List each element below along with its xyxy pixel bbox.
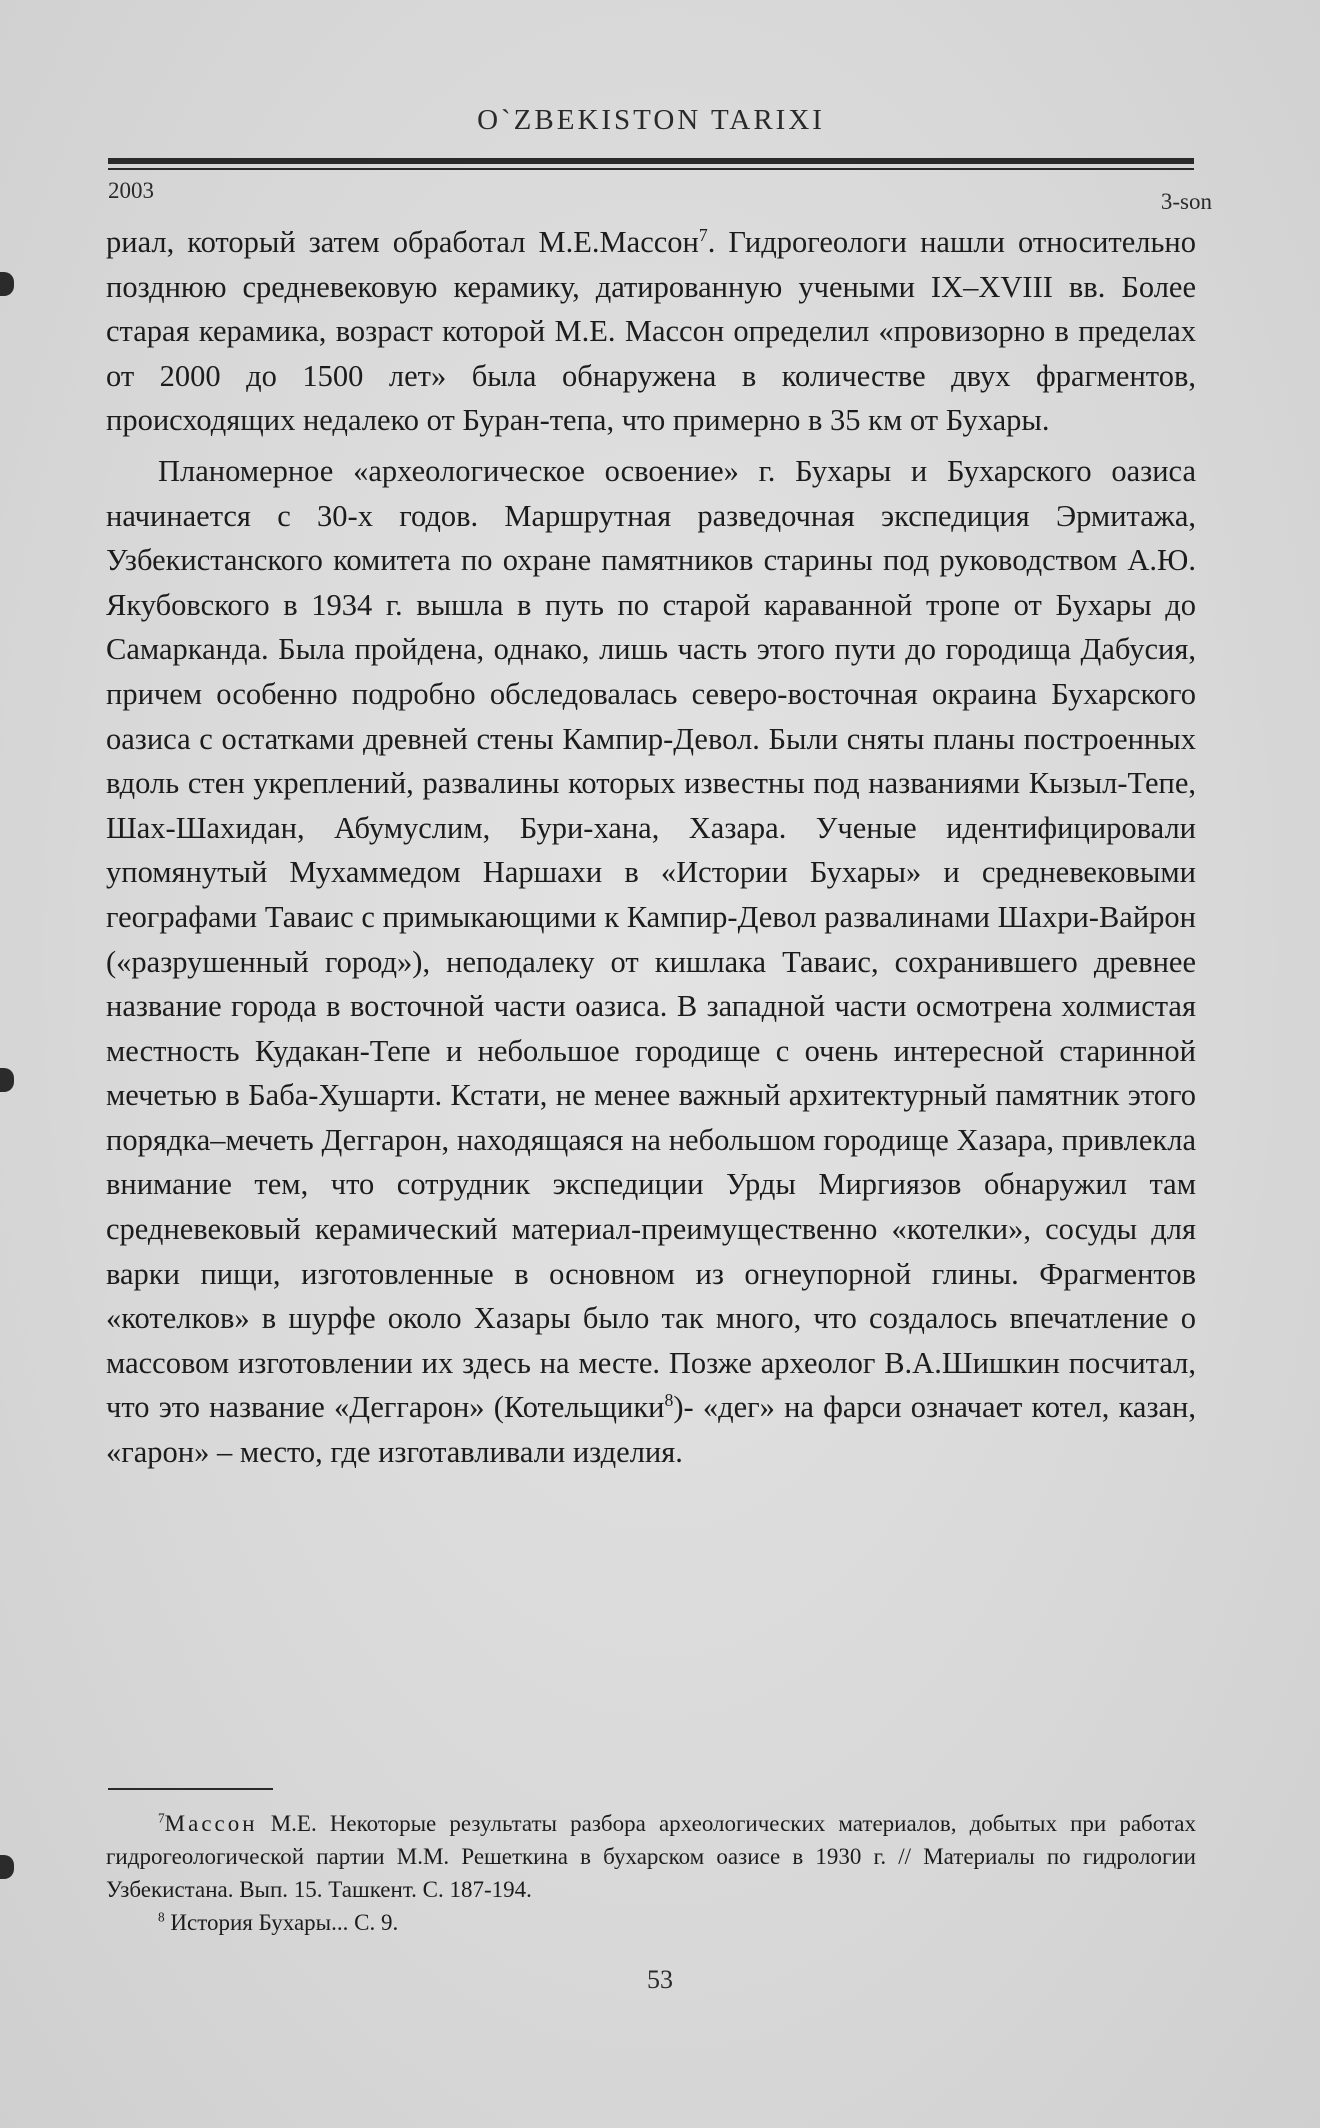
footnote-separator bbox=[108, 1788, 273, 1790]
journal-title: O`ZBEKISTON TARIXI bbox=[477, 104, 825, 136]
footnote-ref: 8 bbox=[664, 1390, 674, 1411]
binder-hole-mark bbox=[0, 1068, 14, 1092]
footnotes bbox=[106, 1807, 1196, 1939]
binder-hole-mark bbox=[0, 1855, 14, 1879]
page-number: 53 bbox=[647, 1965, 673, 1994]
footnote-ref: 7 bbox=[698, 224, 708, 245]
paragraph-text: Планомерное «археологическое освоение» г. Бухары и Бухарского оазиса начинается с 30-х годов. Маршрутная разведочная экспедиция Эрмитажа, Узбекистанского комитета по охране памятников старины под руководством А.Ю. Якубовского в 1934 г. вышла в путь по старой караванной тропе от Бухары до Самарканда. Была пройдена, однако, лишь часть этого пути до городища Дабусия, причем особенно подробно обследовалась северо-восточная окраина Бухарского оазиса с остатками древней стены Кампир-Девол. Были сняты планы построенных вдоль стен укреплений, развалины которых известны под названиями Кызыл-Тепе, Шах-Шахидан, Абумуслим, Бури-хана, Хазара. Ученые идентифицировали упомянутый Мухаммедом Наршахи в «Истории Бухары» и средневековыми географами Таваис с примыкающими к Кампир-Девол развалинами Шахри-Вайрон («разрушенный город»), неподалеку от кишлака Таваис, сохранившего древнее название города в восточной части оазиса. В западной части осмотрена холмистая местность Кудакан-Тепе и небольшое городище с очень интересной старинной мечетью в Баба-Хушарти. Кстати, не менее важный архитектурный памятник этого порядка–мечеть Деггарон, находящаяся на небольшом городище Хазара, привлекла внимание тем, что сотрудник экспедиции Урды Миргиязов обнаружил там средневековый керамический материал-преимущественно «котелки», сосуды для варки пищи, изготовленные в основном из огнеупорной глины. Фрагментов «котелков» в шурфе около Хазары было так много, что создалось впечатление о массовом изготовлении их здесь на месте. Позже археолог В.А.Шишкин посчитал, что это название «Деггарон» (Котельщики bbox=[106, 453, 1196, 1425]
footnote-text: История Бухары... С. 9. bbox=[164, 1910, 399, 1935]
footnote-mark: 7 bbox=[158, 1810, 165, 1826]
paragraph-text: )- «дег» на фарси означает котел, казан, «гарон» – место, где изготавливали изделия. bbox=[106, 1390, 1196, 1470]
header-rule-thin bbox=[108, 168, 1194, 170]
issue-number: 3-son bbox=[1160, 189, 1212, 214]
article-body bbox=[106, 220, 1196, 1475]
footnote-mark: 8 bbox=[158, 1909, 165, 1925]
issue-year: 2003 bbox=[108, 178, 154, 203]
footnote bbox=[106, 1807, 1196, 1906]
header-rule-thick bbox=[108, 158, 1194, 164]
footnote-text: М.Е. Некоторые результаты разбора археологических материалов, добытых при работах гидрогеологической партии М.М. Решеткина в бухарском оазисе в 1930 г. // Материалы по гидрологии Узбекистана. Вып. 15. Ташкент. С. 187-194. bbox=[106, 1811, 1196, 1902]
paragraph-text: риал, который затем обработал М.Е.Массон bbox=[106, 225, 699, 259]
footnote bbox=[106, 1906, 1196, 1939]
footnote-author: Массон bbox=[164, 1811, 258, 1836]
paragraph bbox=[106, 220, 1196, 443]
paragraph bbox=[106, 449, 1196, 1475]
paragraph-text: . Гидрогеологи нашли относительно позднюю средневековую керамику, датированную учеными IX–XVIII вв. Более старая керамика, возраст которой М.Е. Массон определил «провизорно в пределах от 2000 до 1500 лет» была обнаружена в количестве двух фрагментов, происходящих недалеко от Буран-тепа, что примерно в 35 км от Бухары. bbox=[106, 225, 1196, 438]
binder-hole-mark bbox=[0, 272, 14, 296]
